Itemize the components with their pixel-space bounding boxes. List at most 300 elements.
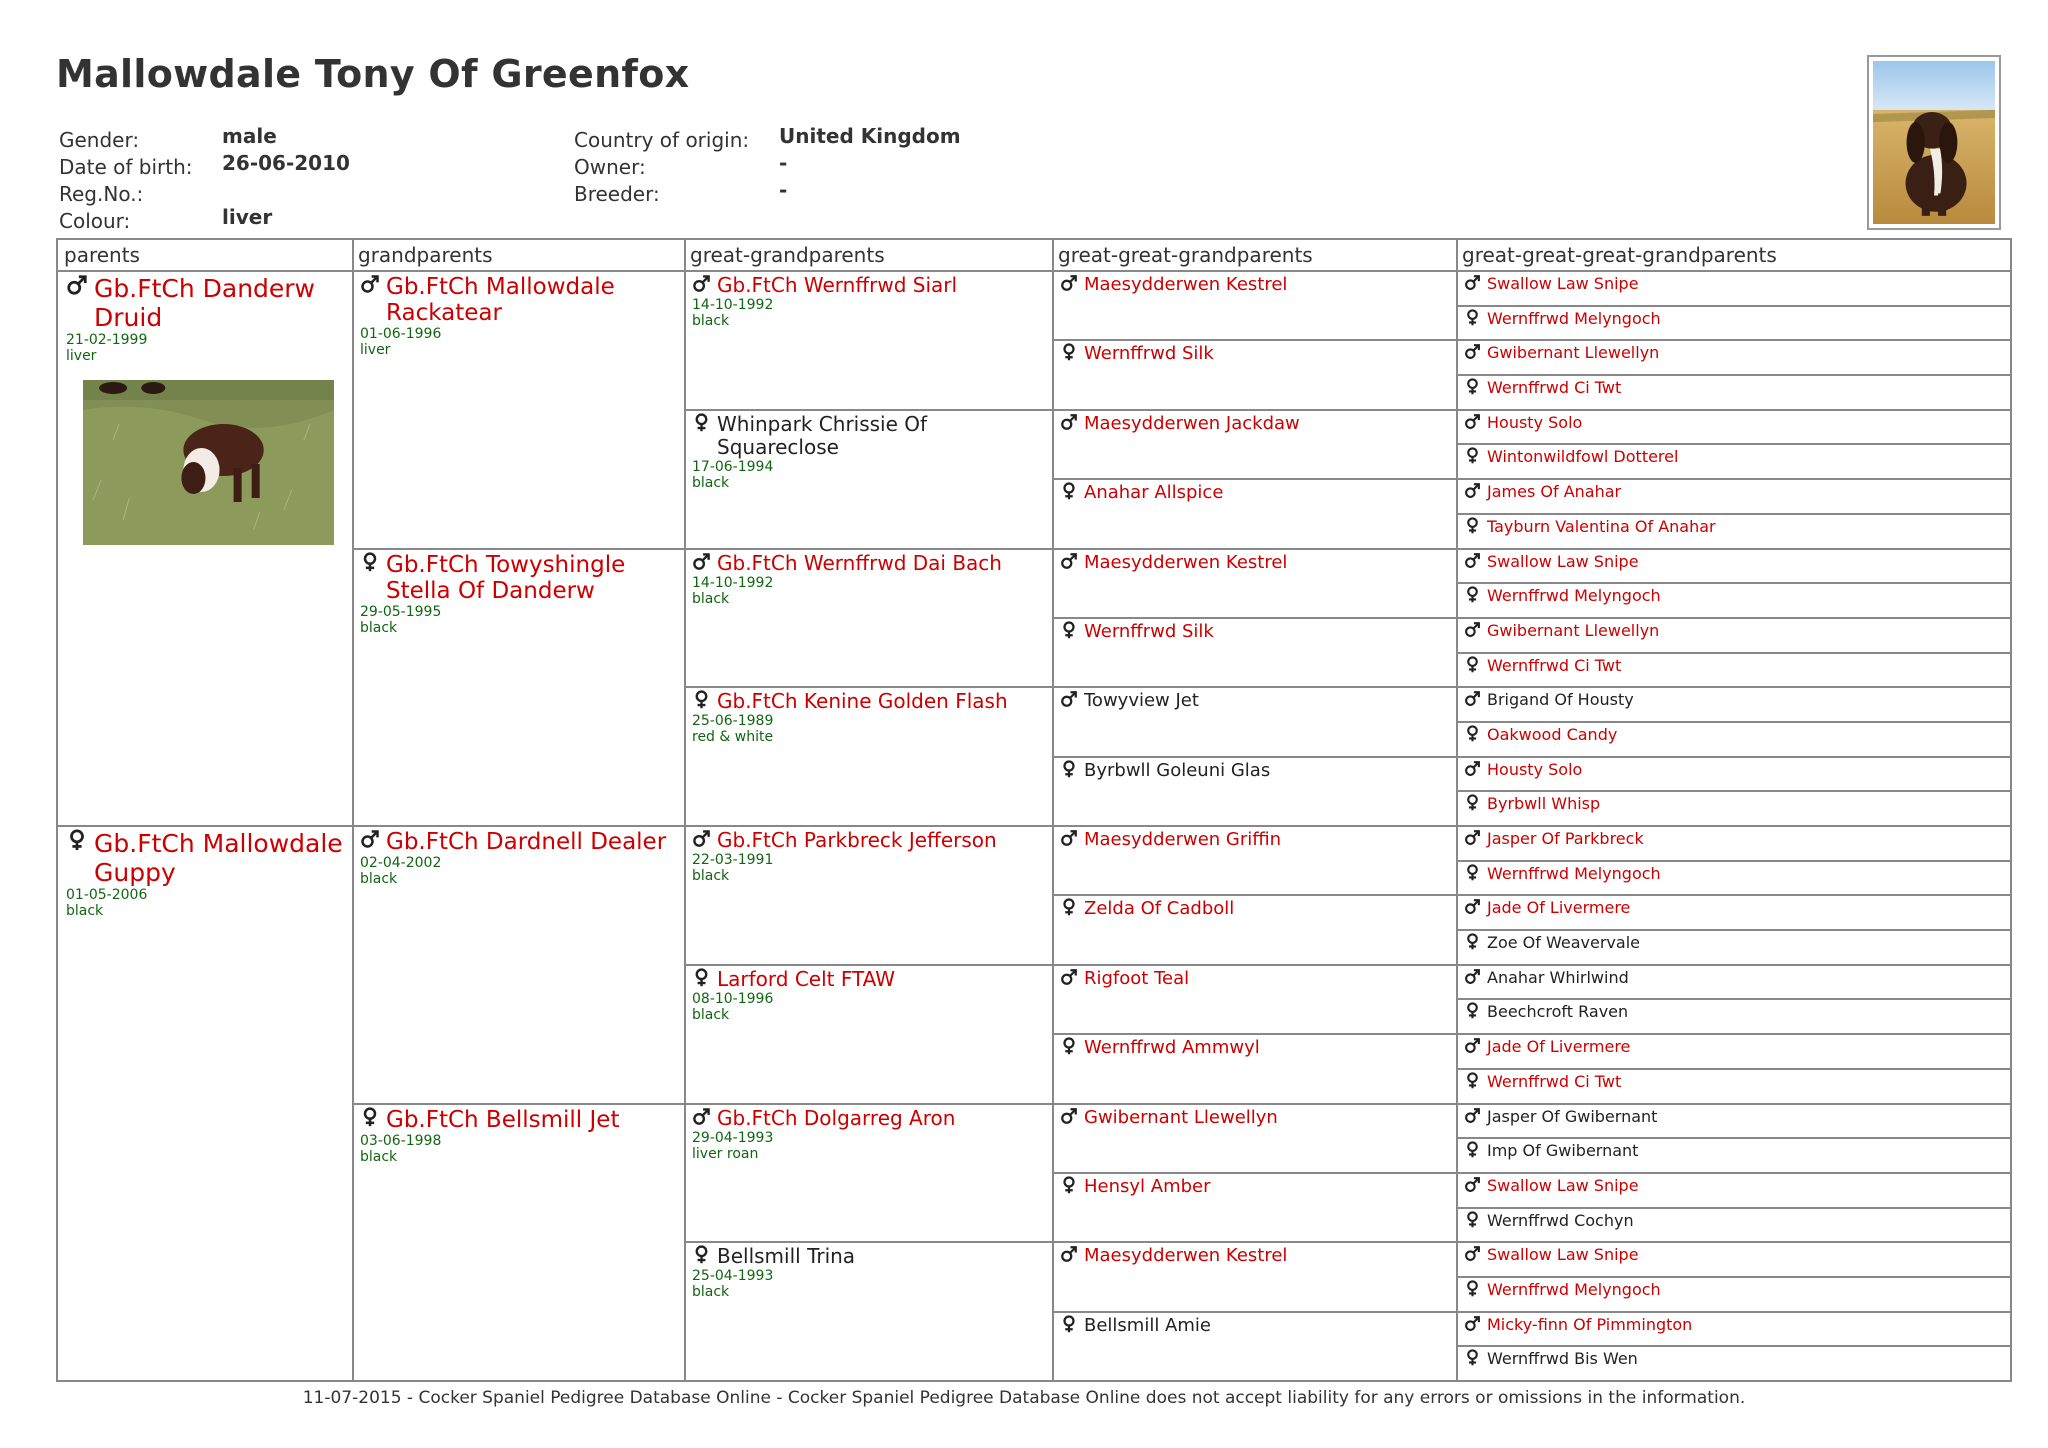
dog-name-link[interactable]: Byrbwll Goleuni Glas [1084,759,1271,781]
dog-name-row [692,413,1046,459]
dog-dob: 22-03-1991 [692,852,774,868]
dog-name-link[interactable]: Wernffrwd Melyngoch [1487,863,1661,883]
dog-name-link[interactable]: Gb.FtCh Danderw Druid [94,274,316,332]
male-symbol-icon [1464,343,1481,360]
dog-name-row [692,1107,1046,1130]
dog-name-row [1464,760,2004,780]
dog-name-link[interactable]: Gwibernant Llewellyn [1084,1106,1278,1128]
dog-name-link[interactable]: Maesydderwen Kestrel [1084,274,1288,295]
dog-name-link[interactable]: Anahar Whirlwind [1487,967,1629,987]
female-symbol-icon [692,968,711,987]
dog-name-link[interactable]: Larford Celt FTAW [717,966,896,991]
dog-name-row [360,552,678,604]
colour-value: liver [222,205,273,229]
male-symbol-icon [1464,621,1481,638]
dog-dob: 29-05-1995 [360,603,442,620]
dog-name-row [692,274,1046,297]
male-symbol-icon [1464,552,1481,569]
female-symbol-icon [66,829,88,851]
pedigree-cell-gen4 [1054,1174,1456,1241]
pedigree-cell-gen5 [1458,862,2010,895]
pedigree-cell-gen5 [1458,619,2010,652]
male-symbol-icon [1060,1107,1078,1125]
dog-name-row [1060,482,1450,504]
dog-name-row [360,1107,678,1133]
dog-name-link[interactable]: Wernffrwd Ci Twt [1487,1071,1622,1091]
pedigree-cell-gen4 [1054,550,1456,617]
male-symbol-icon [1060,552,1078,570]
female-symbol-icon [360,1107,380,1127]
dog-name-row [1464,1176,2004,1196]
pedigree-cell-gen3 [686,411,1052,548]
dog-dob: 08-10-1996 [692,990,774,1007]
pedigree-cell-gen3 [686,550,1052,687]
female-symbol-icon [1464,586,1481,603]
dog-name-row [1464,933,2004,953]
pedigree-cell-gen5 [1458,1209,2010,1242]
dog-name-row [1464,552,2004,572]
dog-name-link[interactable]: Imp Of Gwibernant [1487,1141,1639,1161]
dog-name-link[interactable]: Byrbwll Whisp [1487,794,1601,814]
pedigree-cell-gen5 [1458,931,2010,964]
dog-name-link[interactable]: Zelda Of Cadboll [1084,898,1235,920]
dog-name-row [1464,794,2004,814]
female-symbol-icon [692,690,711,709]
dog-name-link[interactable]: Housty Solo [1487,412,1583,432]
pedigree-table [56,238,2012,1382]
dog-name-row [1060,1176,1450,1198]
dog-name-row [360,274,678,326]
pedigree-cell-gen5 [1458,376,2010,409]
male-symbol-icon [1464,1245,1481,1262]
dog-name-row [1060,413,1450,435]
dog-name-row [1060,343,1450,365]
dog-name-row [1464,586,2004,606]
dog-dob: 21-02-1999 [66,332,148,348]
male-symbol-icon [1464,274,1481,291]
dog-name-row [66,829,346,887]
dog-colour: black [692,313,730,329]
dog-name-row [1060,621,1450,643]
dog-name-row [1464,690,2004,710]
pedigree-cell-gen1 [60,272,352,825]
dog-colour: liver [360,342,391,358]
dog-name-link[interactable]: Wernffrwd Melyngoch [1487,1279,1661,1299]
female-symbol-icon [1464,447,1481,464]
dog-name-link[interactable]: Gb.FtCh Bellsmill Jet [386,1106,620,1133]
female-symbol-icon [1464,1211,1481,1228]
pedigree-cell-gen4 [1054,827,1456,894]
dog-name-row [1464,343,2004,363]
female-symbol-icon [1464,309,1481,326]
dog-colour: black [692,868,730,884]
male-symbol-icon [1464,1176,1481,1193]
dog-name-link[interactable]: Gb.FtCh Wernffrwd Dai Bach [717,550,1002,575]
pedigree-cell-gen5 [1458,550,2010,583]
dog-name-link[interactable]: Wernffrwd Ammwyl [1084,1037,1260,1059]
dog-name-row [1464,274,2004,294]
dog-name-row [692,968,1046,991]
dog-name-link[interactable]: Beechcroft Raven [1487,1002,1629,1022]
female-symbol-icon [1464,864,1481,881]
female-symbol-icon [1060,898,1078,916]
dog-dob: 25-04-1993 [692,1268,774,1285]
column-header-grandparents: grandparents [358,243,493,267]
column-header-great-great-great-grandparents: great-great-great-grandparents [1462,243,1777,267]
dog-dob: 02-04-2002 [360,855,442,871]
dog-name-link[interactable]: Hensyl Amber [1084,1175,1211,1197]
page-title: Mallowdale Tony Of Greenfox [56,52,690,96]
dog-name-row [1464,1141,2004,1161]
dog-name-link[interactable]: Anahar Allspice [1084,482,1224,504]
pedigree-cell-gen5 [1458,515,2010,548]
pedigree-cell-gen2 [354,1105,684,1381]
dog-colour: black [360,1148,398,1165]
male-symbol-icon [692,829,711,848]
dog-name-row [1464,864,2004,884]
male-symbol-icon [1464,1107,1481,1124]
dog-name-link[interactable]: Zoe Of Weavervale [1487,933,1640,953]
breeder-value: - [779,178,788,202]
dog-name-link[interactable]: Maesydderwen Griffin [1084,829,1282,850]
female-symbol-icon [1060,760,1078,778]
dog-name-link[interactable]: Maesydderwen Kestrel [1084,1245,1288,1267]
dog-colour: red & white [692,729,774,746]
male-symbol-icon [1464,829,1481,846]
dog-name-link[interactable]: Swallow Law Snipe [1487,551,1639,571]
dog-name-row [1464,1002,2004,1022]
dog-name-link[interactable]: Jasper Of Gwibernant [1487,1106,1658,1126]
pedigree-cell-gen2 [354,827,684,1103]
dog-dob: 14-10-1992 [692,574,774,591]
female-symbol-icon [1060,482,1078,500]
pedigree-cell-gen5 [1458,1243,2010,1276]
male-symbol-icon [1464,968,1481,985]
dog-name-row [1464,1037,2004,1057]
dog-name-link[interactable]: Rigfoot Teal [1084,967,1190,989]
pedigree-cell-gen5 [1458,654,2010,687]
pedigree-cell-gen5 [1458,1105,2010,1138]
dog-name-row [1464,621,2004,641]
dog-name-link[interactable]: Gb.FtCh Dolgarreg Aron [717,1105,956,1130]
male-symbol-icon [692,552,711,571]
male-symbol-icon [1464,760,1481,777]
dog-name-link[interactable]: Gb.FtCh Wernffrwd Siarl [717,273,958,297]
dog-name-row [1060,898,1450,920]
pedigree-cell-gen5 [1458,445,2010,478]
pedigree-cell-gen2 [354,272,684,548]
dog-name-row [1464,413,2004,433]
male-symbol-icon [1060,968,1078,986]
dog-name-row [1464,1211,2004,1231]
dog-name-link[interactable]: Wernffrwd Ci Twt [1487,655,1622,675]
pedigree-cell-gen5 [1458,1347,2010,1380]
pedigree-cell-gen5 [1458,307,2010,340]
pedigree-cell-gen5 [1458,1070,2010,1103]
dog-name-row [1060,1107,1450,1129]
dog-name-link[interactable]: Jade Of Livermere [1487,1037,1631,1057]
dog-name-row [1464,1072,2004,1092]
pedigree-cell-gen4 [1054,272,1456,339]
pedigree-cell-gen5 [1458,1139,2010,1172]
pedigree-cell-gen4 [1054,758,1456,825]
gender-value: male [222,124,277,148]
dog-name-row [1464,1349,2004,1369]
dog-name-row [1060,1037,1450,1059]
male-symbol-icon [1060,829,1078,847]
country-label: Country of origin: [574,128,750,152]
pedigree-cell-gen3 [686,688,1052,825]
dog-name-row [1060,1245,1450,1267]
dog-colour: black [692,474,730,491]
male-symbol-icon [66,274,88,296]
dog-name-row [1060,968,1450,990]
dog-dob: 03-06-1998 [360,1132,442,1149]
male-symbol-icon [1464,482,1481,499]
female-symbol-icon [1060,1037,1078,1055]
pedigree-cell-gen5 [1458,411,2010,444]
owner-value: - [779,151,788,175]
dog-name-row [1464,482,2004,502]
pedigree-cell-gen2 [354,550,684,826]
dog-colour: black [360,871,398,887]
dog-name-link[interactable]: Towyview Jet [1084,690,1199,712]
dog-name-link[interactable]: Micky-finn Of Pimmington [1487,1314,1693,1334]
dog-name-link[interactable]: Gwibernant Llewellyn [1487,620,1660,640]
dog-dob: 29-04-1993 [692,1129,774,1146]
dog-name-link[interactable]: Wintonwildfowl Dotterel [1487,447,1679,467]
pedigree-cell-gen4 [1054,1313,1456,1380]
pedigree-cell-gen4 [1054,966,1456,1033]
female-symbol-icon [1464,656,1481,673]
dog-name-row [1060,829,1450,851]
female-symbol-icon [692,413,711,432]
female-symbol-icon [1464,794,1481,811]
dog-name-row [1464,1245,2004,1265]
dog-name-link[interactable]: Wernffrwd Cochyn [1487,1210,1634,1230]
pedigree-cell-gen4 [1054,1105,1456,1172]
dog-name-link[interactable]: Swallow Law Snipe [1487,1245,1639,1265]
pedigree-cell-gen4 [1054,1243,1456,1310]
pedigree-cell-gen5 [1458,723,2010,756]
male-symbol-icon [1060,274,1078,292]
female-symbol-icon [1464,1280,1481,1297]
dog-name-link[interactable]: Swallow Law Snipe [1487,1175,1639,1195]
pedigree-cell-gen3 [686,1243,1052,1380]
pedigree-cell-gen4 [1054,1035,1456,1102]
dog-name-link[interactable]: Wernffrwd Melyngoch [1487,308,1661,328]
dog-name-link[interactable]: Wernffrwd Ci Twt [1487,378,1622,398]
male-symbol-icon [1060,690,1078,708]
pedigree-cell-gen5 [1458,896,2010,929]
female-symbol-icon [1464,725,1481,742]
dog-name-link[interactable]: Jade Of Livermere [1487,898,1631,918]
column-header-parents: parents [64,243,140,267]
male-symbol-icon [1060,1245,1078,1263]
breeder-label: Breeder: [574,182,660,206]
dog-name-row [1464,656,2004,676]
dog-name-link[interactable]: Swallow Law Snipe [1487,274,1639,293]
female-symbol-icon [692,1245,711,1264]
pedigree-cell-gen4 [1054,619,1456,686]
pedigree-cell-gen1 [60,827,352,1380]
dog-name-link[interactable]: Gb.FtCh Mallowdale Guppy [94,829,343,887]
dog-name-row [1464,968,2004,988]
dog-dob: 14-10-1992 [692,297,774,313]
dog-name-link[interactable]: Wernffrwd Melyngoch [1487,586,1661,606]
male-symbol-icon [1464,898,1481,915]
female-symbol-icon [1464,378,1481,395]
dog-name-link[interactable]: Gb.FtCh Parkbreck Jefferson [717,828,997,852]
dog-name-row [692,829,1046,852]
pedigree-cell-gen4 [1054,896,1456,963]
female-symbol-icon [1464,1141,1481,1158]
pedigree-cell-gen3 [686,966,1052,1103]
dog-name-row [1060,274,1450,296]
female-symbol-icon [1464,1002,1481,1019]
dog-name-link[interactable]: James Of Anahar [1487,482,1622,502]
male-symbol-icon [1060,413,1078,431]
female-symbol-icon [1060,343,1078,361]
dog-name-link[interactable]: Tayburn Valentina Of Anahar [1487,516,1716,536]
pedigree-cell-gen5 [1458,1278,2010,1311]
pedigree-cell-gen3 [686,272,1052,409]
dog-name-row [1464,725,2004,745]
dog-photo[interactable] [1867,55,2001,230]
dog-name-link[interactable]: Gb.FtCh Kenine Golden Flash [717,689,1008,714]
dog-name-link[interactable]: Jasper Of Parkbreck [1487,829,1644,848]
male-symbol-icon [1464,413,1481,430]
dog-name-link[interactable]: Gb.FtCh Towyshingle Stella Of Danderw [386,551,626,604]
dob-label: Date of birth: [59,155,193,179]
dog-dob: 17-06-1994 [692,458,774,475]
dog-name-row [692,1245,1046,1268]
dog-name-row [692,690,1046,713]
dog-name-link[interactable]: Gb.FtCh Dardnell Dealer [386,829,667,855]
dog-name-row [360,829,678,855]
gender-label: Gender: [59,128,140,152]
pedigree-cell-gen4 [1054,411,1456,478]
dog-name-link[interactable]: Housty Solo [1487,759,1583,779]
dob-value: 26-06-2010 [222,151,350,175]
dog-name-link[interactable]: Bellsmill Amie [1084,1314,1211,1336]
dog-name-link[interactable]: Oakwood Candy [1487,724,1618,744]
male-symbol-icon [692,1107,711,1126]
dog-colour: black [692,590,730,607]
dog-name-link[interactable]: Wernffrwd Silk [1084,343,1214,365]
dog-name-link[interactable]: Gb.FtCh Mallowdale Rackatear [386,274,615,326]
male-symbol-icon [360,829,380,849]
pedigree-cell-gen5 [1458,827,2010,860]
dog-name-row [1464,378,2004,398]
country-value: United Kingdom [779,124,961,148]
dog-name-row [1464,517,2004,537]
pedigree-cell-gen3 [686,827,1052,964]
pedigree-cell-gen5 [1458,758,2010,791]
dog-name-row [1464,1315,2004,1335]
pedigree-cell-gen5 [1458,272,2010,305]
pedigree-cell-gen4 [1054,341,1456,408]
dog-name-row [1060,760,1450,782]
female-symbol-icon [360,552,380,572]
pedigree-cell-gen5 [1458,1035,2010,1068]
dog-name-row [66,274,346,332]
pedigree-cell-gen4 [1054,480,1456,547]
female-symbol-icon [1464,933,1481,950]
female-symbol-icon [1464,1072,1481,1089]
dog-colour: black [66,903,104,919]
dog-name-row [692,552,1046,575]
dog-colour: liver roan [692,1145,759,1162]
pedigree-cell-gen5 [1458,584,2010,617]
male-symbol-icon [1464,690,1481,707]
pedigree-cell-gen3 [686,1105,1052,1242]
column-header-great-great-grandparents: great-great-grandparents [1058,243,1313,267]
pedigree-cell-gen5 [1458,792,2010,825]
female-symbol-icon [1060,1176,1078,1194]
dog-name-link[interactable]: Wernffrwd Bis Wen [1487,1349,1638,1369]
pedigree-cell-gen5 [1458,480,2010,513]
male-symbol-icon [1464,1315,1481,1332]
parent-dog-photo-image [83,380,334,545]
dog-name-row [1464,309,2004,329]
parent-dog-photo[interactable] [83,380,334,545]
pedigree-cell-gen5 [1458,341,2010,374]
female-symbol-icon [1464,517,1481,534]
footer-disclaimer: 11-07-2015 - Cocker Spaniel Pedigree Database Online - Cocker Spaniel Pedigree Database Online does not accept liability for any errors or omissions in the information. [302,1388,1746,1408]
dog-colour: black [360,619,398,636]
pedigree-cell-gen4 [1054,688,1456,755]
dog-name-row [1060,1315,1450,1337]
dog-name-row [1464,447,2004,467]
dog-name-link[interactable]: Wernffrwd Silk [1084,620,1214,642]
pedigree-cell-gen5 [1458,688,2010,721]
dog-dob: 01-06-1996 [360,326,442,342]
colour-label: Colour: [59,209,131,233]
female-symbol-icon [1060,621,1078,639]
dog-name-row [1060,690,1450,712]
dog-photo-image [1873,61,1995,224]
owner-label: Owner: [574,155,646,179]
dog-colour: black [692,1006,730,1023]
male-symbol-icon [1464,1037,1481,1054]
dog-name-link[interactable]: Gwibernant Llewellyn [1487,343,1660,363]
dog-colour: black [692,1284,730,1301]
dog-name-row [1464,1280,2004,1300]
male-symbol-icon [360,274,380,294]
dog-name-row [1060,552,1450,574]
pedigree-cell-gen5 [1458,1174,2010,1207]
dog-name-row [1464,829,2004,849]
pedigree-cell-gen5 [1458,1000,2010,1033]
pedigree-cell-gen5 [1458,1313,2010,1346]
dog-name-row [1464,1107,2004,1127]
column-header-great-grandparents: great-grandparents [690,243,885,267]
pedigree-cell-gen5 [1458,966,2010,999]
dog-dob: 25-06-1989 [692,713,774,730]
dog-name-link[interactable]: Whinpark Chrissie Of Squareclose [717,411,928,459]
female-symbol-icon [1464,1349,1481,1366]
dog-dob: 01-05-2006 [66,887,148,903]
regno-label: Reg.No.: [59,182,144,206]
dog-name-row [1464,898,2004,918]
dog-name-link[interactable]: Maesydderwen Kestrel [1084,551,1288,573]
dog-colour: liver [66,348,97,364]
dog-name-link[interactable]: Brigand Of Housty [1487,690,1634,710]
dog-name-link[interactable]: Maesydderwen Jackdaw [1084,412,1300,434]
dog-name-link[interactable]: Bellsmill Trina [717,1244,856,1269]
male-symbol-icon [692,274,711,293]
